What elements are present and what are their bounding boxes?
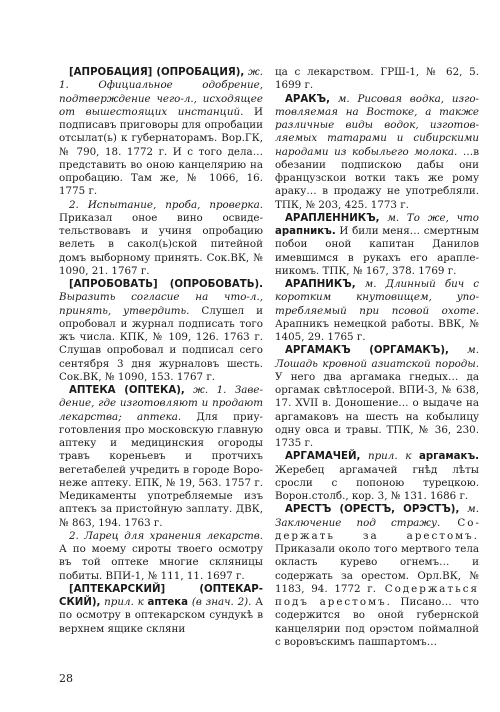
grammar-label: ж. 1. (184, 384, 235, 396)
citation-text: И били меня… смертным побои оной капитан Данилов имевшимся в рукахъ его арапленикомъ. ТПК, № 167, 378. 1769 г. (275, 225, 479, 277)
dictionary-entry (275, 450, 479, 503)
grammar-label: м. (448, 344, 479, 357)
citation-text: У него два аргамака гнедых… да оргамак свѣтлосерой. ВПИ-3, № 638, 17. XVII в. Доношение… о выдаче на аргамаковъ на шесть на кобылицу одну овса и травы. ТПК, № 36, 230. 1735 г. (275, 370, 479, 449)
dictionary-entry (59, 530, 263, 583)
citation-text: А по осмотру в оптекарском сундукѣ в верхнем ящике скляни (59, 596, 264, 635)
headword: [АПРОБАЦИЯ] (ОПРОБАЦИЯ), (69, 67, 245, 78)
dictionary-entry (59, 199, 263, 279)
dictionary-entry (59, 278, 263, 384)
sense-note: (в знач. 2). (188, 596, 252, 608)
grammar-label: 2. (69, 198, 88, 211)
grammar-label: м. (459, 503, 479, 516)
definition: То же, что (406, 211, 479, 224)
grammar-label: м. (379, 211, 407, 224)
definition: Заключение под стражу. (275, 516, 441, 529)
headword: [АПТЕКАРСКИЙ] (ОПТЕКАРСКИЙ), (59, 583, 263, 608)
citation-text: Приказали около того мертвого тела окласть курево огнемъ… и содержать за орестом. Орл.ВК, № 1183, 94. 1772 г. (275, 543, 479, 595)
citation-text: …в обезании подпискою дабы они французскои вотки такъ же рому араку… в продажу не употребляли. ТПК, № 203, 425. 1773 г. (275, 145, 479, 211)
cross-reference: арапникъ. (275, 226, 336, 237)
grammar-label: м. (330, 92, 358, 105)
headword: АРАКЪ, (285, 93, 331, 105)
page-number: 28 (59, 672, 73, 685)
dictionary-entry (275, 93, 479, 212)
headword: АРАПНИКЪ, (285, 279, 356, 290)
dictionary-entry (59, 384, 263, 530)
dictionary-entry (275, 212, 479, 278)
spaced-phrase: Содержать за арестомъ. (275, 516, 479, 542)
spaced-phrase: Содержаться подъ арестомъ. (275, 582, 479, 608)
definition: Официальное одобрение, подтверждение чего-л., исходящее от вышестоящих инстанций. (59, 79, 263, 118)
citation-text: Писано… что содержится во оной губернской канцелярии под орэстом поймалной с воровъскимъ пашпартомъ… (275, 596, 480, 648)
dictionary-entry (59, 583, 263, 636)
definition: Выразить согласие на что-л., принять, утвердить. (59, 291, 263, 317)
left-column (59, 66, 263, 636)
definition: Рисовая водка, изготовляемая на Востоке, а также различные виды водок, изготовляемых татарами и сибирскими народами из кобыльего молока. (275, 92, 479, 158)
citation-text: ца с лекарством. ГРШ-1, № 62, 5. 1699 г. (275, 66, 479, 92)
dictionary-entry (275, 344, 479, 450)
citation-text: А по моему сироты твоего осмотру въ той оптеке многие скляницы побиты. ВПИ-1, № 111, 11. 1697 г. (59, 543, 263, 582)
dictionary-entry (275, 278, 479, 344)
grammar-label: ж. 1. (59, 66, 263, 92)
citation-text: И подписавъ приговоры для опробации отсылат(ь) к губернаторамъ. Вор.ГК, № 790, 18. 1772 г. И с того дела… представить во оною канцелярию на опробацию. Там же, № 1066, 16. 1775 г. (59, 105, 263, 198)
cross-reference: аптека (147, 597, 189, 608)
right-column (275, 66, 479, 649)
dictionary-entry (59, 66, 263, 199)
headword: АРАПЛЕННИКЪ, (285, 212, 380, 224)
citation-text: Слушел и опробовал и журнал подписать того жъ числа. КПК, № 109, 126. 1763 г. Слушав опробовал и подписал сего сентября 3 дня журналовъ шесть. Сок.ВК, № 1090, 153. 1767 г. (59, 304, 263, 383)
definition: Лошадь кровной азиатской породы. (275, 357, 479, 370)
citation-text: Приказал оное вино освидетельствовавъ и учиня опробацию велеть в сакол(ь)ской питейной домъ выборному принять. Сок.ВК, № 1090, 21. 1767 г. (59, 211, 263, 277)
definition: Ларец для хранения лекарств. (84, 529, 263, 542)
headword: АПТЕКА (ОПТЕКА), (69, 385, 185, 396)
headword: [АПРОБОВАТЬ] (ОПРОБОВАТЬ). (69, 279, 263, 290)
headword: АРЕСТЪ (ОРЕСТЪ, ОРЭСТЪ), (285, 504, 460, 516)
citation-text: Арапникъ немецкой работы. ВВК, № 1405, 29. 1765 г. (275, 317, 479, 343)
grammar-label: 2. (69, 529, 85, 542)
citation-text: Жеребец аргамачей гнѣд лѣты сросли с попоною турецкою. Ворон.столб., кор. 3, № 131. 1686 г. (275, 463, 479, 502)
definition: Испытание, проба, проверка. (87, 198, 263, 211)
grammar-label: прил. к (360, 450, 419, 463)
definition: Заведение, где изготовляют и продают лекарства; аптека. (59, 384, 263, 423)
headword: АРГАМАКЪ (ОРГАМАКЪ), (285, 345, 449, 357)
citation-text: Для приуготовления про московскую главную аптеку и медицинския огороды травъ кореньевъ и протчихъ вегетабелей учредить в городе Воронеже аптеку. ЕПК, № 19, 563. 1757 г. Медикаменты употребляемые изъ аптекъ за пристойную заплату. ДВК, № 863, 194. 1763 г. (59, 410, 263, 529)
cross-reference: аргамакъ. (418, 451, 479, 463)
grammar-label: прил. к (100, 596, 148, 608)
definition: Длинный бич с коротким кнутовищем, употребляемый при псовой охоте. (275, 278, 480, 317)
dictionary-entry (275, 503, 479, 649)
grammar-label: м. (355, 278, 386, 290)
dictionary-entry (275, 66, 479, 93)
headword: АРГАМАЧЕЙ, (285, 451, 361, 463)
